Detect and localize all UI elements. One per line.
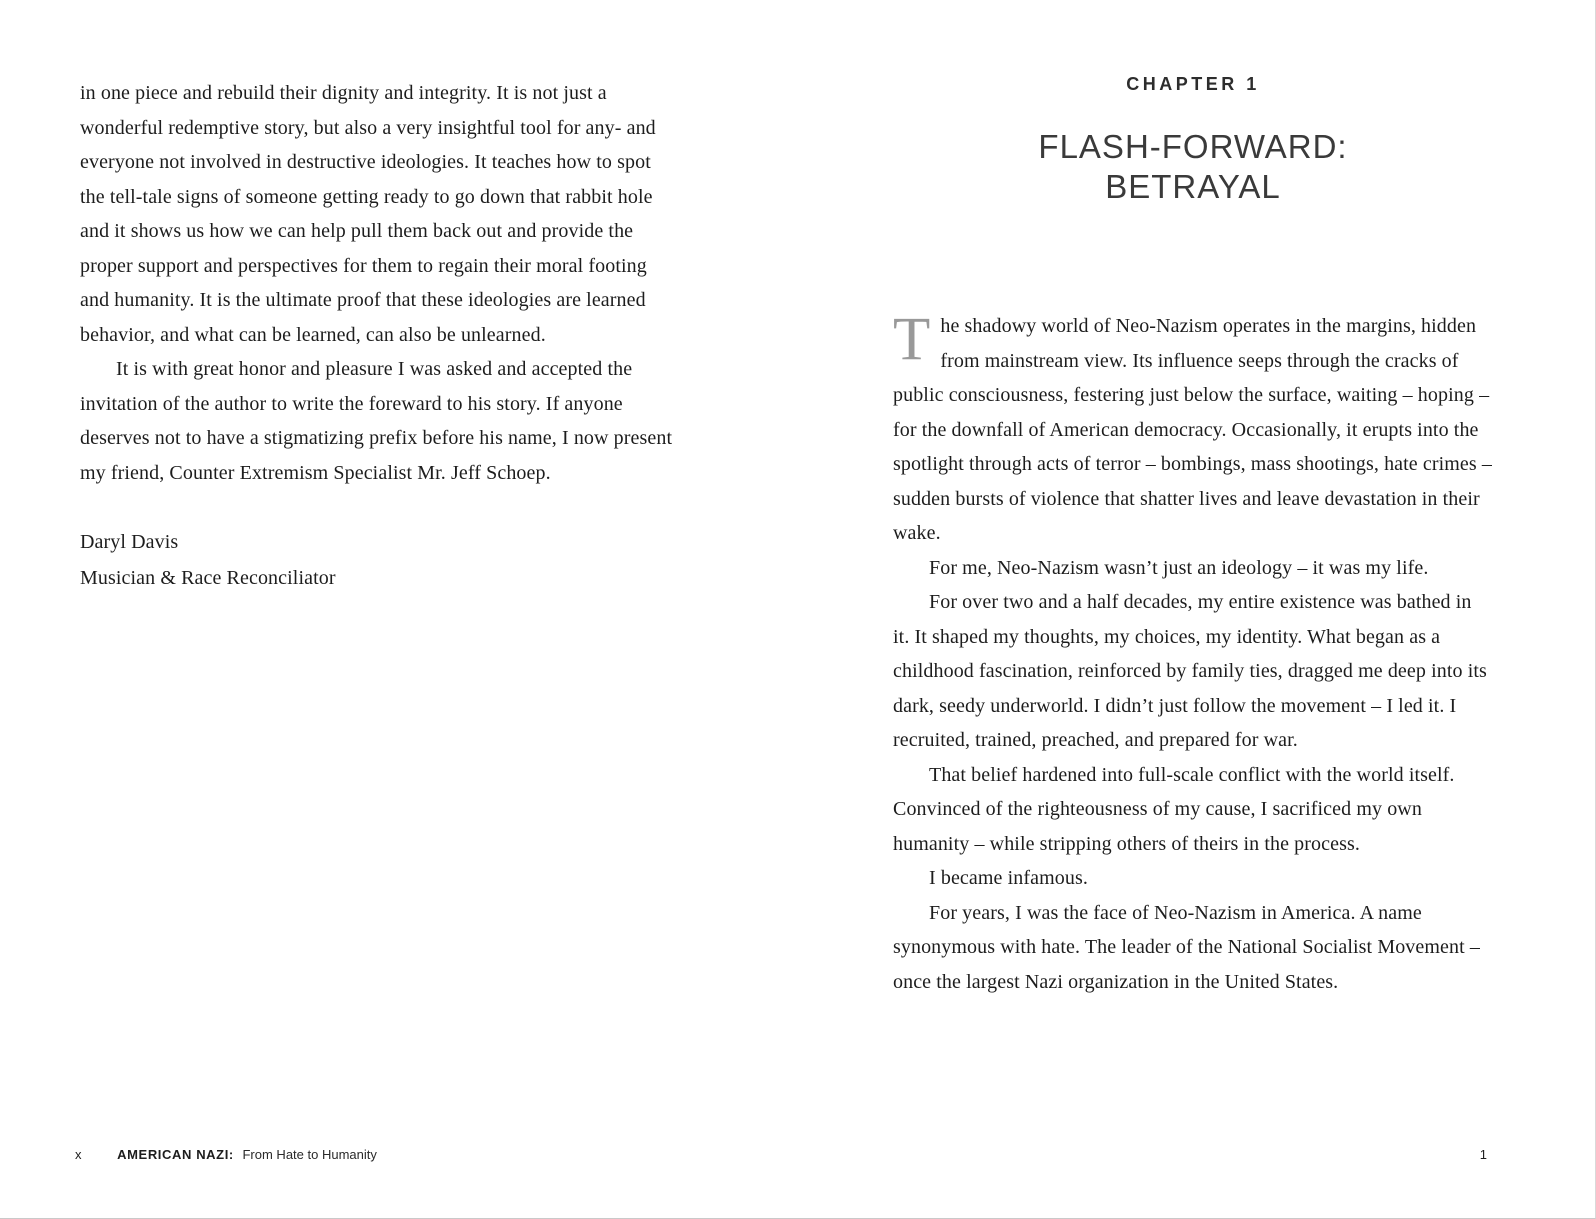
chapter-title <box>893 127 1493 207</box>
chapter-body <box>893 306 1493 999</box>
page-number-right: 1 <box>1479 1147 1487 1162</box>
chapter-paragraph-1 <box>893 306 1493 551</box>
signature-title: Musician & Race Reconciliator <box>80 567 336 589</box>
signature-name: Daryl Davis <box>80 531 179 553</box>
running-head-title: AMERICAN NAZI: <box>117 1147 234 1162</box>
chapter-paragraph-5: I became infamous. <box>929 867 1088 889</box>
page-left-foreword <box>80 76 680 596</box>
page-right-chapter <box>893 74 1493 999</box>
chapter-paragraph-3: For over two and a half decades, my entire existence was bathed in it. It shaped my thoughts, my choices, my identity. What began as a childhood fascination, reinforced by family ties, dragged me deep into its dark, seedy underworld. I didn’t just follow the movement – I led it. I recruited, trained, preached, and prepared for war. <box>893 591 1487 751</box>
running-head-subtitle: From Hate to Humanity <box>242 1147 377 1162</box>
page-number-left: x <box>75 1147 82 1162</box>
chapter-paragraph-6: For years, I was the face of Neo-Nazism in America. A name synonymous with hate. The leader of the National Socialist Movement – once the largest Nazi organization in the United States. <box>893 901 1480 993</box>
chapter-title-line-2: BETRAYAL <box>1105 168 1281 205</box>
chapter-title-line-1: FLASH-FORWARD: <box>1038 128 1348 165</box>
chapter-paragraph-2: For me, Neo-Nazism wasn’t just an ideology – it was my life. <box>929 556 1429 579</box>
signature-block <box>80 524 680 596</box>
foreword-paragraph-1: in one piece and rebuild their dignity and integrity. It is not just a wonderful redemptive story, but also a very insightful tool for any- and everyone not involved in destructive ideologies. It teaches how to spot the tell-tale signs of someone getting ready to go down that rabbit hole and it shows us how we can help pull them back out and provide the proper support and perspectives for them to regain their moral footing and humanity. It is the ultimate proof that these ideologies are learned behavior, and what can be learned, can also be unlearned. <box>80 82 656 346</box>
chapter-paragraph-1-text: he shadowy world of Neo-Nazism operates in the margins, hidden from mainstream view. Its influence seeps through the cracks of public consciousness, festering just below the surface, waiting – hoping – for the downfall of American democracy. Occasionally, it erupts into the spotlight through acts of terror – bombings, mass shootings, hate crimes – sudden bursts of violence that shatter lives and leave devastation in their wake. <box>893 315 1492 544</box>
footer-right <box>1480 1147 1487 1162</box>
chapter-paragraph-4: That belief hardened into full-scale conflict with the world itself. Convinced of the righteousness of my cause, I sacrificed my own humanity – while stripping others of theirs in the process. <box>893 763 1455 855</box>
chapter-label: CHAPTER 1 <box>1126 74 1260 94</box>
foreword-paragraph-2: It is with great honor and pleasure I was asked and accepted the invitation of the author to write the foreward to his story. If anyone deserves not to have a stigmatizing prefix before his name, I now present my friend, Counter Extremism Specialist Mr. Jeff Schoep. <box>80 358 673 484</box>
drop-cap: T <box>893 306 931 373</box>
footer-left <box>75 1147 377 1162</box>
